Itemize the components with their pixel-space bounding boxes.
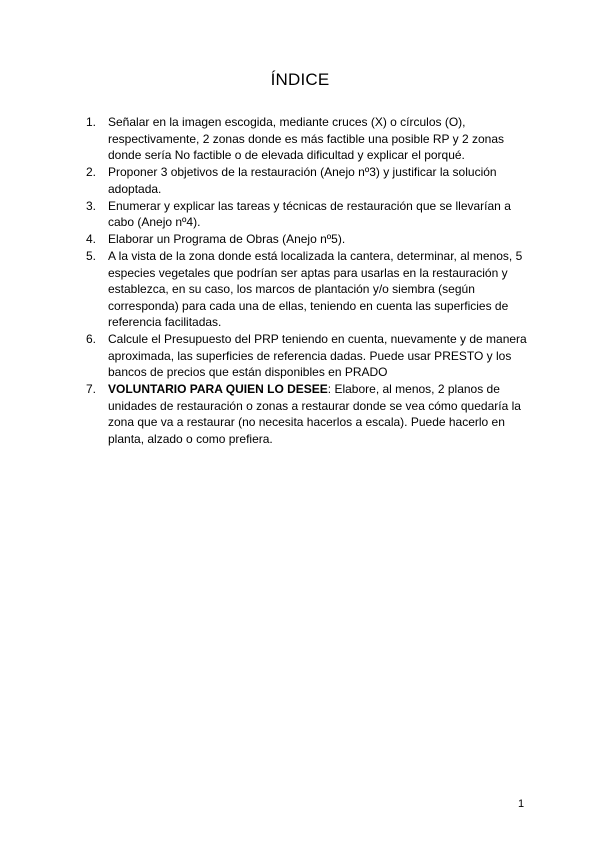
item-text: Elaborar un Programa de Obras (Anejo nº5).: [108, 232, 346, 246]
index-list: [86, 114, 536, 448]
list-item: [86, 248, 536, 331]
list-item: [86, 381, 536, 447]
item-text: Enumerar y explicar las tareas y técnicas de restauración que se llevarían a cabo (Anejo nº4).: [108, 198, 511, 229]
item-number: 1.: [86, 115, 97, 129]
item-text: Señalar en la imagen escogida, mediante cruces (X) o círculos (O), respectivamente, 2 zonas donde es más factible una posible RP y 2 zonas donde sería No factible o de elevada dificultad y explicar el porqué.: [108, 115, 505, 162]
item-text: Calcule el Presupuesto del PRP teniendo en cuenta, nuevamente y de manera aproximada, las superficies de referencia dadas. Puede usar PRESTO y los bancos de precios que están disponibles en PRADO: [108, 332, 527, 379]
item-text: A la vista de la zona donde está localizada la cantera, determinar, al menos, 5 especies vegetales que podrían ser aptas para usarlas en la restauración y establezca, en su caso, los marcos de plantación y/o siembra (según corresponda) para cada una de ellas, teniendo en cuenta las superficies de referencia facilitadas.: [108, 249, 523, 329]
item-number: 3.: [86, 198, 97, 213]
item-number: 4.: [86, 232, 97, 246]
item-bold-label: VOLUNTARIO PARA QUIEN LO DESEE: [108, 382, 328, 396]
item-text: : Elabore, al menos, 2 planos de unidades de restauración o zonas a restaurar donde se vea cómo quedaría la zona que va a restaurar (no necesita hacerlos a escala). Puede hacerlo en planta, alzado o como prefiera.: [108, 382, 521, 446]
page-title: ÍNDICE: [270, 70, 330, 89]
item-number: 2.: [86, 165, 97, 179]
list-item: [86, 331, 536, 381]
list-item: [86, 198, 536, 231]
list-item: [86, 231, 536, 248]
item-number: 6.: [86, 332, 97, 346]
page-number: 1: [518, 798, 525, 810]
list-item: [86, 164, 536, 197]
item-number: 5.: [86, 249, 97, 263]
item-number: 7.: [86, 382, 97, 396]
list-item: [86, 114, 536, 164]
item-text: Proponer 3 objetivos de la restauración (Anejo nº3) y justificar la solución adoptada.: [108, 165, 497, 196]
